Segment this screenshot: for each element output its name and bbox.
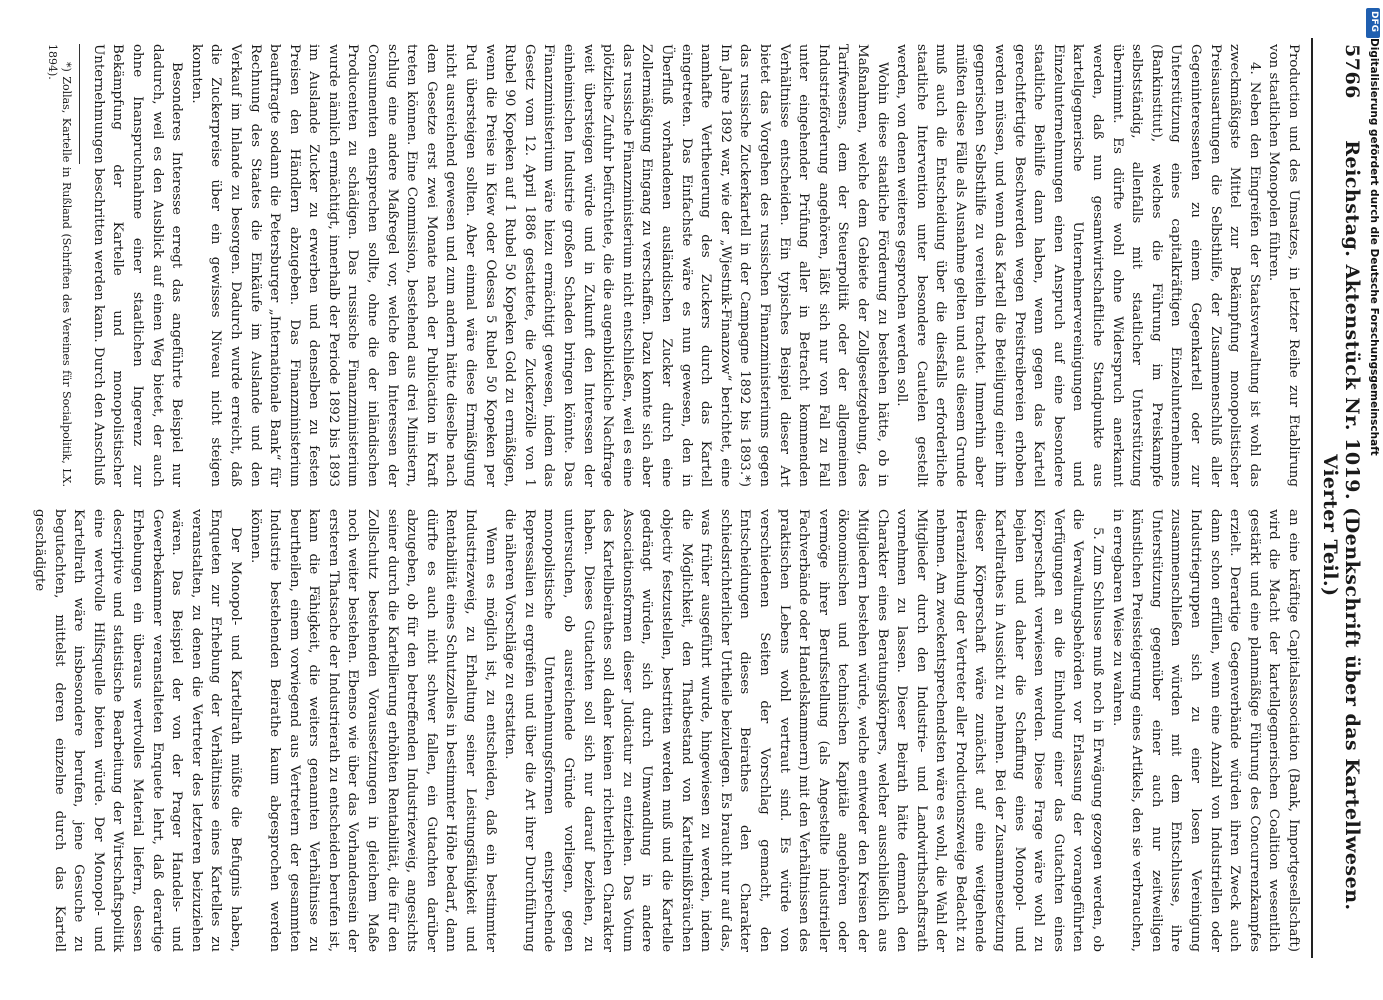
paragraph: Der Monopol- und Kartellrath müßte die Befugnis haben, Enqueten zur Erhebung der Verhältnisse eines Kartelles zu veranstalten, zu denen die Vertreter des letzteren beizuziehen wären. Das Beispiel der von der Prager Handels- und Gewerbekammer veranstalteten Enquete lehrt, daß derartige Erhebungen ein überaus wertvolles Material liefern, dessen descriptive und statistische Bearbeitung der Wirtschaftspolitik eine wertvolle Hilfsquelle bieten würde. Der Monopol- und Kartellrath wäre insbesondere berufen, jene Gesuche zu begutachten, mittelst deren einzelne durch das Kartell geschädigte (32, 509, 243, 952)
rotated-page-content (32, 38, 1363, 958)
paragraph: Production und des Umsatzes, in letzter Reihe zur Etablirung von staatlichen Monopolen führen. (1266, 44, 1301, 487)
paragraph: Wohin diese staatliche Förderung zu bestehen hätte, ob in Maßnahmen, welche dem Gebiete der Zollgesetzgebung, des Tarifwesens, dem der Steuerpolitik oder der allgemeinen Industrieförderung angehören, läßt sich nur von Fall zu Fall unter eingehender Prüfung aller in Betracht kommenden Verhältnisse entscheiden. Ein typisches Beispiel dieser Art bietet das Vorgehen des russischen Finanzministeriums gegen das russische Zuckerkartell in der Campagne 1892 bis 1893.*) Im Jahre 1892 war, wie der „Wjestnik-Finanzow“ berichtet, eine namhafte Vertheuerung des Zuckers durch das Kartell eingetreten. Das Einfachste wäre es nun gewesen, den in Überfluß vorhandenen ausländischen Zucker durch eine Zollermäßigung Eingang zu verschaffen. Dazu konnte sich aber das russische Finanzministerium nicht entschließen, weil es eine plötzliche Zufuhr befürchtete, die die augenblickliche Nachfrage weit übersteigen würde und in Zukunft den Interessen der einheimischen Industrie großen Schaden bringen könnte. Das Finanzministerium wäre hiezu ermächtigt gewesen, indem das Gesetz vom 12. April 1886 gestattete, die Zuckerzölle von 1 Rubel 90 Kopeken auf 1 Rubel 50 Kopeken Gold zu ermäßigen, wenn die Preise in Kiew oder Odessa 5 Rubel 50 Kopeken per Pud übersteigen sollten. Aber einmal wäre diese Ermäßigung nicht ausreichend gewesen und zum andern hätte dieselbe nach dem Gesetze erst zwei Monate nach der Publication in Kraft treten können. Eine Commission, bestehend aus drei Ministern, schlug eine andere Maßregel vor, welche den Interessen der Consumenten entsprechen sollte, ohne die der inländischen Producenten zu schädigen. Das russische Finanzministerium wurde nämlich ermächtigt, innerhalb der Periode 1892 bis 1893 im Auslande Zucker zu erwerben und denselben zu festen Preisen den Händlern abzugeben. Das Finanzministerium beauftragte sodann die Petersburger „Internationale Bank“ für Rechnung des Staates die Einkäufe im Auslande und den Verkauf im Inlande zu besorgen. Dadurch wurde erreicht, daß die Zuckerpreise über ein gewisses Niveau nicht steigen konnten. (188, 44, 890, 487)
left-column (46, 44, 1303, 487)
running-title: Reichstag. Aktenstück Nr. 1019. (Denkschrift über das Kartellwesen. Vierter Teil.) (1319, 140, 1363, 911)
dfg-logo-text: DFG (1369, 11, 1379, 33)
page-header (1311, 38, 1363, 958)
paragraph: 4. Neben den Eingreifen der Staatsverwaltung ist wohl das zweckmäßigste Mittel zur Bekämpfung monopolistischer Preisausartungen die Selbsthilfe, der Zusammenschluß aller Gegeninteressenten zu einem Gegenkartell oder zur Unterstützung eines capitalkräftigen Einzelunternehmens (Bankinstitut), welches die Führung im Preiskampfe selbstständig, allenfalls mit staatlicher Unterstützung übernimmt. Es dürfte wohl ohne Widerspruch anerkannt werden, daß nun gesamtwirtschaftliche Standpunkte aus kartellgegnerische Unternehmervereinigungen und Einzelunternehmungen einen Anspruch auf eine besondere staatliche Beihilfe dann haben, wenn gegen das Kartell gerechtfertigte Beschwerden wegen Preistreibereien erhoben werden müssen, und wenn das Kartell die Beteiligung einer ihm gegnerischen Selbsthilfe zu vereiteln trachtet. Immerhin aber müßten diese Fälle als Ausnahme gelten und aus diesem Grunde muß auch die Entscheidung über die diesfalls erforderliche staatliche Intervention unter besondere Cautelen gestellt werden, von denen weiteres gesprochen werden soll. (894, 44, 1262, 487)
paragraph: Besonderes Interesse erregt das angeführte Beispiel nur dadurch, weil es den Ausblick auf einen Weg bietet, der auch ohne Inanspruchnahme einer staatlichen Ingerenz zur Bekämpfung der Kartelle und monopolistischer Unternehmungen beschritten werden kann. Durch den Anschluß (90, 44, 185, 487)
paragraph: an eine kräftige Capitalsassociation (Bank, Importgesellschaft) wird die Macht der kartellgegnerischen Coalition wesentlich gestärkt und eine planmäßige Führung des Concurrenzkampfes erzielt. Derartige Gegenverbände würden ihren Zweck auch dann schon erfüllen, wenn eine Anzahl von Industriellen oder Industriegruppen sich zu einer losen Vereinigung zusammenschließen würden mit dem Entschlusse, ihre Unterstützung gegenüber einer auch nur zeitweiligen künstlichen Preissteigerung eines Artikels, den sie verbrauchen, in erregbaren Weise zu wahren. (1109, 509, 1301, 952)
digitization-credit-text: Digitalisierung gefördert durch die Deutsche Forschungsgemeinschaft (1368, 38, 1380, 456)
paragraph: 5. Zum Schlusse muß noch in Erwägung gezogen werden, ob die Verwaltungsbehörden vor Erlassung der vorangeführten Verfügungen an die Einholung einer das Gutachten eines Körperschaft verwiesen werden. Diese Frage wäre wohl zu bejahen und daher die Schaffung eines Monopol- und Kartellrathes in Aussicht zu nehmen. Bei der Zusammensetzung dieser Körperschaft wäre zunächst auf eine weitgehende Heranziehung der Vertreter aller Productionszweige Bedacht zu nehmen. Am zweckentsprechendsten wäre es wohl, die Wahl der Mitglieder durch den Industrie- und Landwirthschaftsrath vornehmen zu lassen. Dieser Beirath hätte demnach den Charakter eines Beratungskörpers, welcher ausschließlich aus Mitgliedern bestehen würde, welche entweder den Kreisen der ökonomischen und technischen Kapitäle angehören oder vermöge ihrer Berufsstellung (als Angestellte industrieller Fachverbände oder Handelskammern) mit den Verhältnissen des praktischen Lebens wohl vertraut sind. Es würde von verschiedenen Seiten der Vorschlag gemacht, den Entscheidungen dieses Beirathes den Charakter schiedsrichterlicher Urtheile beizulegen. Es braucht nur auf das, was früher ausgeführt wurde, hingewiesen zu werden, indem die Möglichkeit, den Thatbestand von Kartellmißbräuchen objectiv festzustellen, bestritten werden muß und die Kartelle gedrängt würden, sich durch Umwandlung in andere Associationsformen dieser Judicatur zu entziehen. Das Votum des Kartellbeirathes soll daher keinen richterlichen Charakter haben. Dieses Gutachten soll sich nur darauf beziehen, zu untersuchen, ob ausreichende Gründe vorliegen, gegen monopolistische Unternehmungsformen entsprechende Repressalien zu ergreifen und über die Art ihrer Durchführung die näheren Vorschläge zu erstatten. (502, 509, 1106, 952)
digitization-credit (1366, 10, 1380, 990)
page-number: 5766 (1341, 44, 1363, 99)
footnote-rule (79, 44, 80, 164)
text-columns (32, 38, 1311, 958)
footnote: *) Zollas, Kartelle in Rußland (Schriften des Vereines für Socialpolitik, LX. 1894). (46, 44, 74, 487)
paragraph: Wenn es möglich ist, zu entscheiden, daß ein bestimmter Industriezweig, zu Erhaltung seiner Leistungsfähigkeit und Rentabilität eines Schutzzolles in bestimmter Höhe bedarf, dann dürfte es auch nicht schwer fallen, ein Gutachten darüber abzugeben, ob für den betreffenden Industriezweig, angesichts seiner durch die Kartellierung erhöhten Rentabilität, die für den Zollschutz bestehenden Voraussetzungen in gleichem Maße noch weiter bestehen. Ebenso wie über das Vorhandensein der ersteren Thatsache der Industrierath zu entscheiden berufen ist, kann die Fähigkeit, die weiters genannten Verhältnisse zu beurtheilen, einem vorwiegend aus Vertretern der gesammten Industrie bestehenden Beirathe kaum abgesprochen werden können. (247, 509, 498, 952)
right-column (32, 509, 1303, 952)
